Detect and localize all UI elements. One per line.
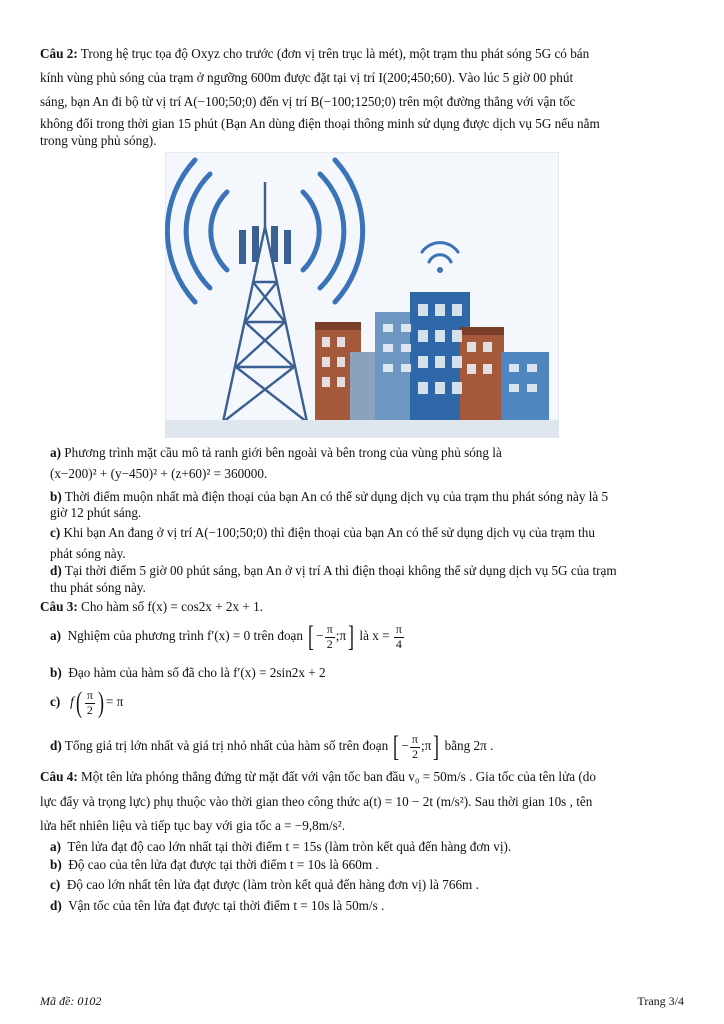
5g-tower-illustration	[165, 152, 559, 438]
q4-option-d: d) Vận tốc của tên lửa đạt được tại thời điểm t = 10s là 50m/s .	[50, 898, 385, 913]
q3-stem: Câu 3: Cho hàm số f(x) = cos2x + 2x + 1.	[40, 599, 264, 614]
q4-line-2: lực đẩy và trọng lực) phụ thuộc vào thời gian theo công thức a(t) = 10 − 2t (m/s²). Sau thời gian 10s , tên	[40, 794, 593, 809]
q3-label: Câu 3:	[40, 599, 78, 614]
q4-option-b: b) Độ cao của tên lửa đạt được tại thời điểm t = 10s là 660m .	[50, 857, 379, 872]
q2-line-5: trong vùng phủ sóng).	[40, 133, 157, 148]
q4-option-a: a) Tên lửa đạt độ cao lớn nhất tại thời điểm t = 15s (làm tròn kết quả đến hàng đơn vị).	[50, 839, 512, 854]
q2-line-3: sáng, bạn An đi bộ từ vị trí A(−100;50;0) đến vị trí B(−100;1250;0) trên một đường thẳng với vận tốc	[40, 94, 576, 109]
q3-option-c: c) f( $\frac{\pi}{2}$ ) = π	[50, 686, 124, 719]
q3-option-d: d) Tổng giá trị lớn nhất và giá trị nhỏ nhất của hàm số trên đoạn [ − $\frac{\pi}{2}$ ;π] bằng 2π .	[50, 730, 494, 763]
ground	[165, 420, 559, 438]
q2-line-1: Câu 2: Trong hệ trục tọa độ Oxyz cho trước (đơn vị trên trục là mét), một trạm thu phát sóng 5G có bán	[40, 46, 590, 61]
wifi-dot-icon	[437, 267, 443, 273]
q2-line-4: không đổi trong thời gian 15 phút (Bạn An dùng điện thoại thông minh sử dụng được dịch vụ 5G nếu nằm	[40, 116, 600, 131]
q2-option-c-cont: phát sóng này.	[50, 546, 126, 561]
q2-option-c: c) Khi bạn An đang ở vị trí A(−100;50;0) thì điện thoại của bạn An có thể sử dụng dịch vụ của trạm thu	[50, 525, 595, 540]
q2-line-2: kính vùng phủ sóng của trạm ở ngưỡng 600m được đặt tại vị trí I(200;450;60). Vào lúc 5 giờ 00 phút	[40, 70, 574, 85]
q2-option-b: b) Thời điểm muộn nhất mà điện thoại của bạn An có thể sử dụng dịch vụ của trạm thu phát sóng này là 5	[50, 489, 609, 504]
q2-option-a: a) Phương trình mặt cầu mô tả ranh giới bên ngoài và bên trong của vùng phủ sóng là	[50, 445, 502, 460]
q3-option-a: a) Nghiệm của phương trình f′(x) = 0 trên đoạn [ − $\frac{\pi}{2}$ ;π] là x = $\frac{\pi}{4}$	[50, 620, 402, 653]
q2-option-d: d) Tại thời điểm 5 giờ 00 phút sáng, bạn An ở vị trí A thì điện thoại không thể sử dụng dịch vụ 5G của trạm	[50, 563, 617, 578]
q2-option-a-equation: (x−200)² + (y−450)² + (z+60)² = 360000.	[50, 466, 268, 481]
q3-option-b: b) Đạo hàm của hàm số đã cho là f′(x) = 2sin2x + 2	[50, 665, 326, 680]
page-number: Trang 3/4	[637, 994, 684, 1008]
q4-option-c: c) Độ cao lớn nhất tên lửa đạt được (làm tròn kết quả đến hàng đơn vị) là 766m .	[50, 877, 479, 892]
exam-code: Mã đề: 0102	[40, 994, 102, 1008]
q4-line-1: Câu 4: Một tên lửa phóng thẳng đứng từ mặt đất với vận tốc ban đầu v₀ = 50m/s . Gia tốc của tên lửa (do	[40, 769, 596, 784]
q4-label: Câu 4:	[40, 769, 78, 784]
q2-option-d-cont: thu phát sóng này.	[50, 580, 146, 595]
q2-label: Câu 2:	[40, 46, 78, 61]
q2-option-b-cont: giờ 12 phút sáng.	[50, 505, 142, 520]
q4-line-3: lửa hết nhiên liệu và tiếp tục bay với gia tốc a = −9,8m/s².	[40, 818, 346, 833]
